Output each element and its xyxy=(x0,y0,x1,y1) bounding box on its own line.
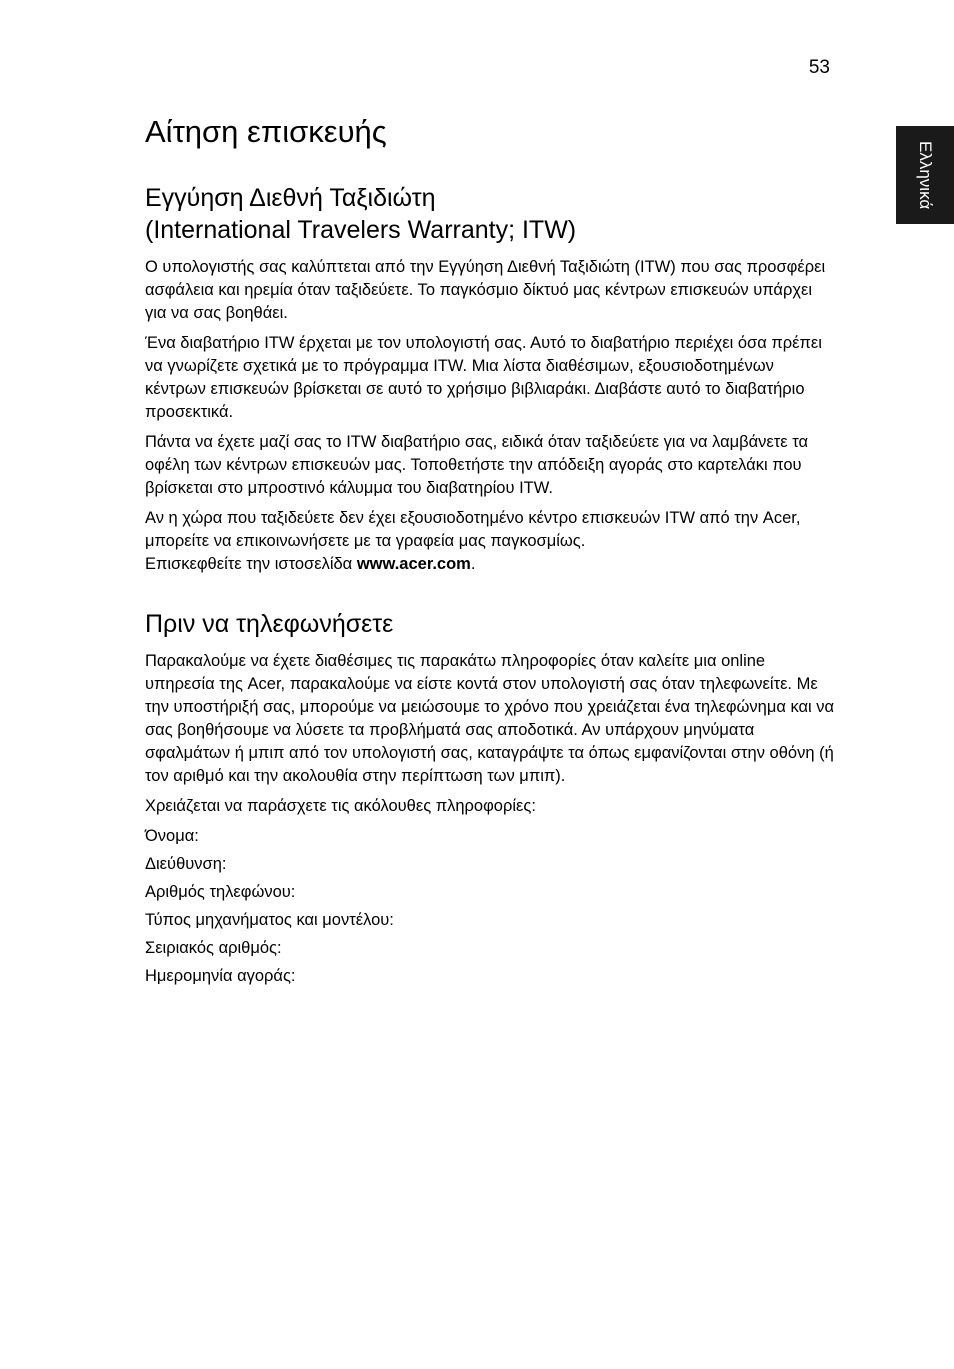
document-content xyxy=(145,112,835,993)
language-tab-label: Ελληνικά xyxy=(916,140,935,210)
itw-paragraph-1: Ο υπολογιστής σας καλύπτεται από την Εγγύηση Διεθνή Ταξιδιώτη (ITW) που σας προσφέρει ασφάλεια και ηρεμία όταν ταξιδεύετε. Το παγκόσμιο δίκτυό μας κέντρων επισκευών υπάρχει για να σας βοηθάει. xyxy=(145,258,826,322)
itw-paragraph-3: Πάντα να έχετε μαζί σας το ITW διαβατήριο σας, ειδικά όταν ταξιδεύετε για να λαμβάνετε τα οφέλη των κέντρων επισκευών μας. Τοποθετήστε την απόδειξη αγοράς στο καρτελάκι που βρίσκεται στο μπροστινό κάλυμμα του διαβατηρίου ITW. xyxy=(145,433,809,497)
field-address: Διεύθυνση: xyxy=(145,855,227,873)
itw-paragraph-4-end: . xyxy=(470,555,476,573)
before-call-paragraph-2: Χρειάζεται να παράσχετε τις ακόλουθες πληροφορίες: xyxy=(145,797,536,815)
itw-heading-line1: Εγγύηση Διεθνή Ταξιδιώτη xyxy=(145,184,436,212)
field-machine-model: Τύπος μηχανήματος και μοντέλου: xyxy=(145,911,394,929)
field-serial-number: Σειριακός αριθμός: xyxy=(145,939,282,957)
before-call-paragraph-1: Παρακαλούμε να έχετε διαθέσιμες τις παρακάτω πληροφορίες όταν καλείτε μια online υπηρεσία της Acer, παρακαλούμε να είστε κοντά στον υπολογιστή σας όταν τηλεφωνείτε. Με την υποστήριξή σας, μπορούμε να μειώσουμε το χρόνο που χρειάζεται ένα τηλεφώνημα και να σας βοηθήσουμε να λύσετε τα προβλήματά σας αποδοτικά. Αν υπάρχουν μηνύματα σφαλμάτων ή μπιπ από τον υπολογιστή σας, καταγράψτε τα όπως εμφανίζονται στην οθόνη (ή τον αριθμό και την ακολουθία στην περίπτωση των μπιπ). xyxy=(145,652,835,785)
acer-website-link[interactable]: www.acer.com xyxy=(356,555,471,573)
itw-heading-line2: (International Travelers Warranty; ITW) xyxy=(145,216,577,244)
itw-paragraph-4 xyxy=(145,507,835,576)
language-tab xyxy=(896,126,954,224)
field-phone: Αριθμός τηλεφώνου: xyxy=(145,883,296,901)
field-purchase-date: Ημερομηνία αγοράς: xyxy=(145,967,296,985)
itw-paragraph-4-visit: Επισκεφθείτε την ιστοσελίδα xyxy=(145,555,357,573)
field-name: Όνομα: xyxy=(145,827,199,845)
itw-paragraph-2: Ένα διαβατήριο ITW έρχεται με τον υπολογιστή σας. Αυτό το διαβατήριο περιέχει όσα πρέπει να γνωρίζετε σχετικά με το πρόγραμμα ITW. Μια λίστα διαθέσιμων, εξουσιοδοτημένων κέντρων επισκευών βρίσκεται σε αυτό το χρήσιμο βιβλιαράκι. Διαβάστε αυτό το διαβατήριο προσεκτικά. xyxy=(145,334,822,421)
page-title: Αίτηση επισκευής xyxy=(145,114,387,149)
itw-heading xyxy=(145,182,835,246)
itw-paragraph-4-text: Αν η χώρα που ταξιδεύετε δεν έχει εξουσιοδοτημένο κέντρο επισκευών ITW από την Acer, μπορείτε να επικοινωνήσετε με τα γραφεία μας παγκοσμίως. xyxy=(145,509,801,550)
before-call-heading: Πριν να τηλεφωνήσετε xyxy=(145,610,394,638)
page-number: 53 xyxy=(808,57,830,78)
